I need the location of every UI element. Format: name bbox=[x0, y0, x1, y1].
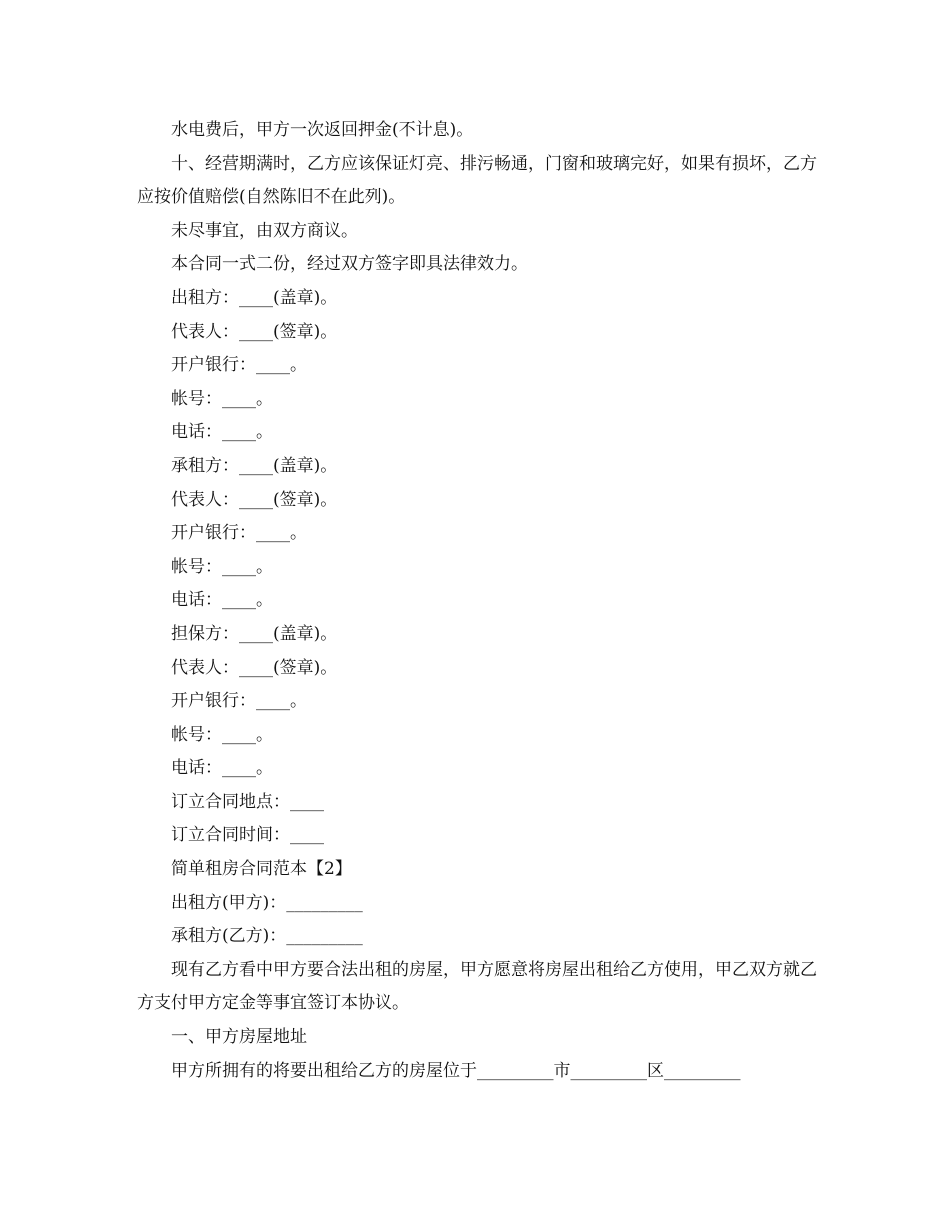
paragraph-agreement-intro: 现有乙方看中甲方要合法出租的房屋，甲方愿意将房屋出租给乙方使用，甲乙双方就乙方支付甲方定金等事宜签订本协议。 bbox=[137, 959, 817, 1014]
field-guarantor-account: 帐号：____。 bbox=[171, 724, 273, 745]
field-lessee-bank: 开户银行：____。 bbox=[171, 523, 307, 544]
field-lessor-account: 帐号：____。 bbox=[171, 388, 273, 409]
field-guarantor-phone: 电话：____。 bbox=[171, 758, 273, 779]
paragraph-deposit-return: 水电费后，甲方一次返回押金(不计息)。 bbox=[171, 120, 474, 140]
field-lessor-phone: 电话：____。 bbox=[171, 422, 273, 443]
section-title-template-2: 简单租房合同范本【2】 bbox=[171, 859, 352, 880]
field-party-a: 出租方(甲方)：_________ bbox=[171, 892, 363, 913]
field-lessor: 出租方：____(盖章)。 bbox=[171, 287, 338, 308]
field-lessee-phone: 电话：____。 bbox=[171, 590, 273, 611]
field-party-b: 承租方(乙方)：_________ bbox=[171, 926, 363, 947]
field-guarantor-bank: 开户银行：____。 bbox=[171, 691, 307, 712]
field-contract-place: 订立合同地点：____ bbox=[171, 791, 324, 812]
document-body bbox=[137, 114, 817, 1088]
heading-house-address: 一、甲方房屋地址 bbox=[171, 1027, 307, 1048]
field-lessor-bank: 开户银行：____。 bbox=[171, 355, 307, 376]
field-lessee-representative: 代表人：____(签章)。 bbox=[171, 489, 338, 510]
field-guarantor: 担保方：____(盖章)。 bbox=[171, 623, 338, 644]
paragraph-house-location: 甲方所拥有的将要出租给乙方的房屋位于_________市_________区_________ bbox=[171, 1060, 741, 1081]
paragraph-unfinished-matters: 未尽事宜，由双方商议。 bbox=[171, 220, 358, 241]
paragraph-clause-10: 十、经营期满时，乙方应该保证灯亮、排污畅通，门窗和玻璃完好，如果有损坏，乙方应按价值赔偿(自然陈旧不在此列)。 bbox=[137, 153, 817, 208]
field-lessor-representative: 代表人：____(签章)。 bbox=[171, 321, 338, 342]
paragraph-copies: 本合同一式二份，经过双方签字即具法律效力。 bbox=[171, 254, 528, 275]
field-lessee-account: 帐号：____。 bbox=[171, 556, 273, 577]
field-guarantor-representative: 代表人：____(签章)。 bbox=[171, 657, 338, 678]
field-contract-time: 订立合同时间：____ bbox=[171, 825, 324, 846]
field-lessee: 承租方：____(盖章)。 bbox=[171, 455, 338, 476]
